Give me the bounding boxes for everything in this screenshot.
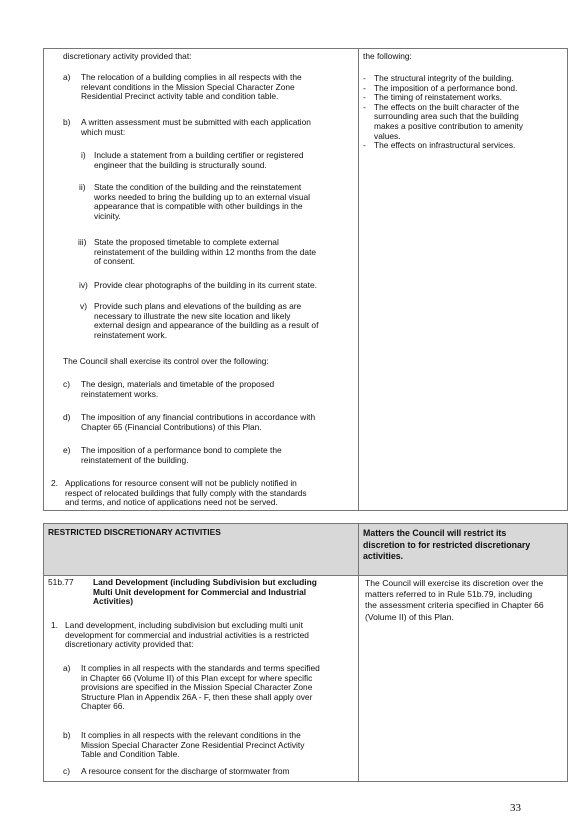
line: A resource consent for the discharge of stormwater from	[81, 766, 290, 776]
item-v	[94, 302, 318, 340]
right-intro: the following:	[363, 51, 412, 61]
line: development for commercial and industrial activities is a restricted	[65, 629, 309, 640]
line: It complies in all respects with the relevant conditions in the	[81, 730, 301, 740]
line: reinstatement of the building.	[81, 454, 189, 465]
line: A written assessment must be submitted with each application	[81, 117, 311, 127]
control-text: The Council shall exercise its control over the following:	[63, 356, 269, 366]
rule-title	[93, 578, 317, 607]
column-divider	[358, 49, 359, 510]
line: engineer that the building is structurally sound.	[94, 159, 267, 170]
item-label-ii: ii)	[79, 182, 86, 192]
item-label-e: e)	[63, 445, 71, 455]
item-b	[81, 731, 304, 760]
line: matters referred to in Rule 51b.79, including	[365, 589, 533, 600]
bullet-item	[363, 103, 563, 141]
item-label-iv: iv)	[79, 280, 88, 290]
line: reinstatement work.	[94, 329, 168, 340]
line: The relocation of a building complies in all respects with the	[81, 72, 302, 82]
item-label-b: b)	[63, 730, 71, 740]
line: Provide such plans and elevations of the building as are	[94, 301, 302, 311]
line: Chapter 65 (Financial Contributions) of this Plan.	[81, 421, 262, 432]
line: reinstatement of the building within 12 months from the date	[94, 246, 317, 257]
line: Include a statement from a building certifier or registered	[94, 150, 304, 160]
item-iii	[94, 238, 316, 267]
header-left: RESTRICTED DISCRETIONARY ACTIVITIES	[48, 527, 221, 537]
item-b	[81, 118, 311, 137]
line: The imposition of a performance bond.	[374, 82, 518, 93]
item-label-1: 1.	[51, 620, 58, 630]
line: Mission Special Character Zone Residential Precinct Activity	[81, 739, 305, 750]
item-label-iii: iii)	[78, 237, 87, 247]
line: (Volume II) of this Plan.	[365, 611, 454, 622]
dash-icon: -	[363, 92, 366, 103]
rule-number: 51b.77	[48, 577, 74, 587]
line: Chapter 66.	[81, 701, 125, 712]
line: The structural integrity of the building.	[374, 73, 514, 83]
line: The design, materials and timetable of the proposed	[81, 379, 275, 389]
line: The Council will exercise its discretion over the	[365, 578, 544, 588]
discretion-text	[365, 578, 544, 623]
item-label-c: c)	[63, 766, 70, 776]
line: the assessment criteria specified in Chapter 66	[365, 600, 544, 611]
continuation-table	[43, 48, 568, 511]
item-label-v: v)	[80, 301, 87, 311]
line: of consent.	[94, 256, 135, 267]
item-label-a: a)	[63, 663, 71, 673]
page-number: 33	[510, 802, 521, 814]
line: State the proposed timetable to complete external	[94, 237, 279, 247]
line: makes a positive contribution to amenity	[374, 120, 523, 131]
line: Multi Unit development for Commercial and Industrial	[93, 586, 307, 597]
item-label-d: d)	[63, 412, 71, 422]
line: respect of relocated buildings that fully comply with the standards	[65, 487, 307, 498]
bullet-item	[363, 141, 563, 151]
item-a	[81, 73, 302, 102]
dash-icon: -	[363, 101, 366, 112]
dash-icon: -	[363, 140, 366, 151]
line: It complies in all respects with the standards and terms specified	[81, 663, 320, 673]
line: Provide clear photographs of the building in its current state.	[94, 280, 317, 290]
line: Applications for resource consent will not be publicly notified in	[65, 478, 297, 488]
line: values.	[374, 130, 401, 141]
item-e	[81, 446, 282, 465]
line: The imposition of any financial contributions in accordance with	[81, 412, 316, 422]
line: Structure Plan in Appendix 26A - F, then these shall apply over	[81, 691, 313, 702]
line: surrounding area such that the building	[374, 111, 519, 122]
line: provisions are specified in the Mission Special Character Zone	[81, 682, 313, 693]
line: Matters the Council will restrict its	[363, 528, 507, 538]
line: in Chapter 66 (Volume II) of this Plan except for where specific	[81, 672, 313, 683]
item-label-i: i)	[81, 150, 86, 160]
header-right	[363, 528, 530, 563]
line: activities.	[363, 551, 404, 561]
bullet-list	[363, 74, 563, 151]
line: which must:	[81, 126, 126, 137]
item-label-b: b)	[63, 117, 71, 127]
item-d	[81, 413, 315, 432]
item-c	[81, 380, 274, 399]
item-2	[65, 479, 307, 508]
restricted-activities-table	[43, 523, 568, 782]
line: The timing of reinstatement works.	[374, 92, 503, 103]
line: and terms, and notice of applications need not be served.	[65, 497, 278, 508]
line: reinstatement works.	[81, 388, 159, 399]
item-c	[81, 767, 290, 777]
column-divider	[358, 524, 359, 781]
line: Land Development (including Subdivision but excluding	[93, 577, 317, 587]
dash-icon: -	[363, 73, 366, 83]
item-iv	[94, 281, 317, 291]
line: vicinity.	[94, 210, 121, 221]
dash-icon: -	[363, 82, 366, 93]
line: discretionary activity provided that:	[65, 639, 194, 650]
item-label-c: c)	[63, 379, 70, 389]
item-ii	[94, 183, 310, 221]
line: The imposition of a performance bond to complete the	[81, 445, 282, 455]
item-label-a: a)	[63, 72, 71, 82]
item-i	[94, 151, 303, 170]
item-a	[81, 664, 320, 712]
line: external design and appearance of the building as a result of	[94, 320, 319, 331]
line: works needed to bring the building up to an external visual	[94, 191, 311, 202]
line: relevant conditions in the Mission Special Character Zone	[81, 81, 295, 92]
item-1	[65, 621, 309, 650]
line: Activities)	[93, 596, 134, 607]
line: Land development, including subdivision but excluding multi unit	[65, 620, 303, 630]
line: The effects on infrastructural services.	[374, 140, 516, 151]
line: necessary to illustrate the new site location and likely	[94, 310, 291, 321]
line: Table and Condition Table.	[81, 749, 180, 760]
line: The effects on the built character of the	[374, 101, 520, 112]
line: Residential Precinct activity table and condition table.	[81, 91, 279, 102]
item-label-2: 2.	[51, 478, 58, 488]
line: appearance that is compatible with other buildings in the	[94, 201, 303, 212]
line: State the condition of the building and the reinstatement	[94, 182, 302, 192]
line: discretion to for restricted discretionary	[363, 539, 531, 550]
intro-text: discretionary activity provided that:	[63, 51, 192, 61]
